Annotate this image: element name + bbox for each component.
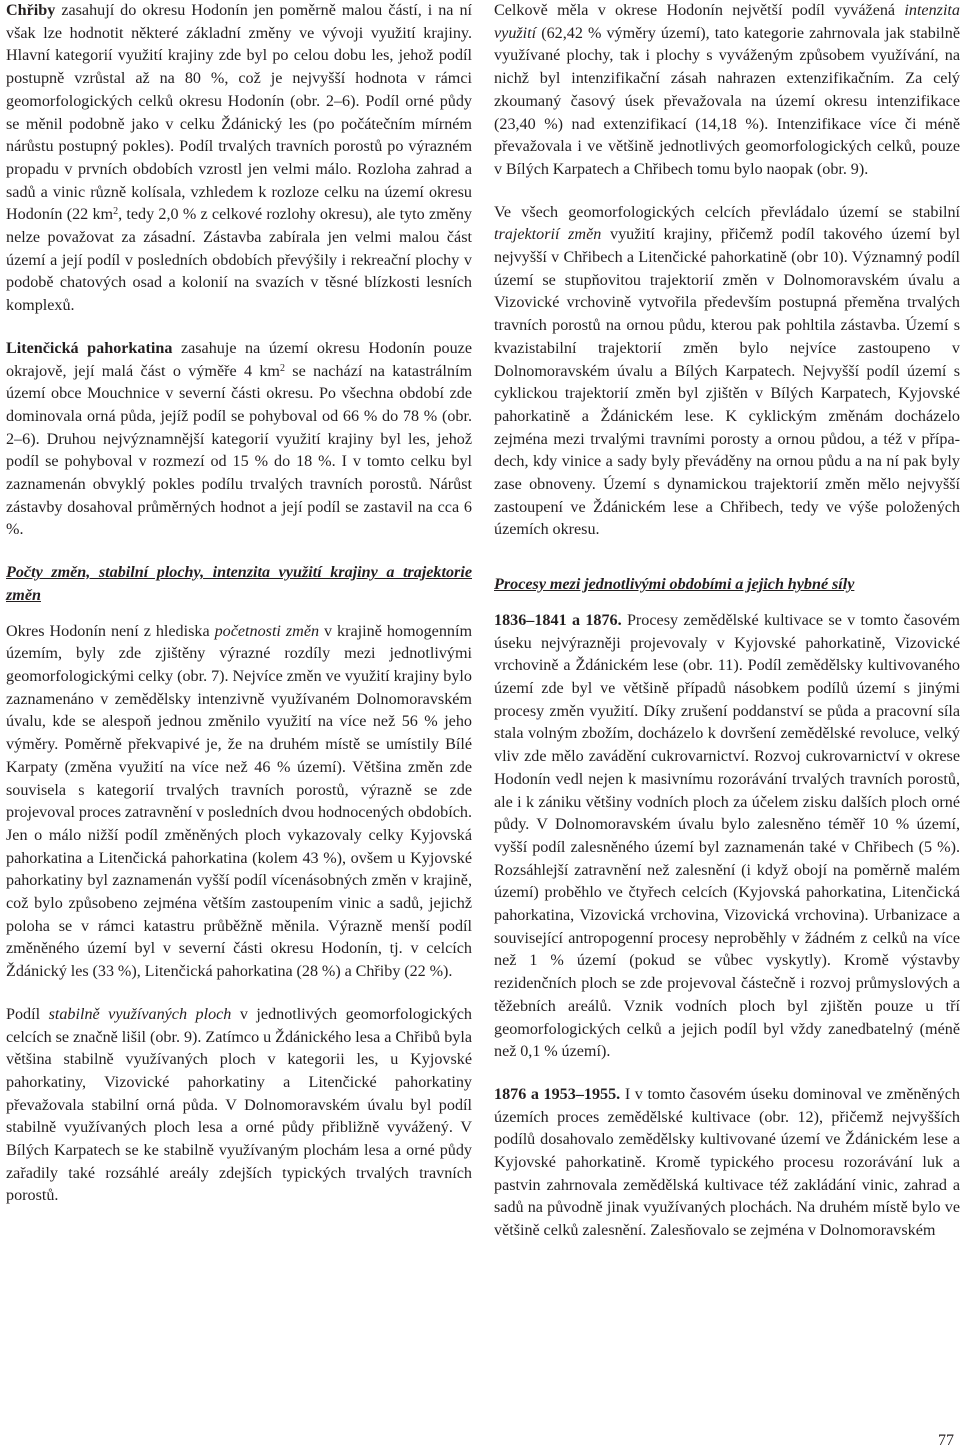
paragraph-intenzita: Celkově měla v okrese Hodonín největší podíl vyvážená intenzita využití (62,42 % výměry území), tato kategorie zahrnovala jak stabilně využívané plochy, tak i plochy s vyváženým způsobem využívání, na nichž byl intenzifikační zásah nahrazen extenzifikačním. Za celý zkoumaný časový úsek převažovala na území okresu intenzifikace (23,40 %) nad extenzifikací (14,18 %). Intenzifikace více či méně převažovala i ve většině jednotlivých geomorfologických celků, pouze v Bílých Karpatech a Chřibech tomu bylo naopak (obr. 9). bbox=[494, 2, 960, 178]
superscript: 2 bbox=[279, 362, 285, 374]
paragraph-1836-1876: 1836–1841 a 1876. Procesy zemědělské kultivace se v tomto časovém úseku nejvýrazněji projevovaly v Kyjovské pahorkatině, Vizovické vrchovině a Ždánickém lese (obr. 11). Podíl zemědělsky kultivovaného území zde byl ve většině případů násobkem podílů území s jinými procesy změn využití. Díky zrušení poddanství se půda a pracovní síla stala volným zbožím, docházelo k dovršení zemědělské revoluce, velký vliv zde mělo zavádění cukrovarnictví. Rozvoj cukrovarnictví v okrese Hodonín vedl nejen k masivnímu rozorávání trvalých travních porostů, ale i k zániku většiny vodních ploch za účelem zisku dalších ploch orné půdy. V Dolnomoravském úvalu bylo zalesněno téměř 10 % území, vyšší podíl zalesněného území byl zaznamenán také v Chřibech (5 %). Rozsáhlejší zatravnění než zalesnění (i když obojí na poměrně malém území) proběhlo ve čtyřech celcích (Kyjovská pahorkatina, Litenčická pahorkatina, Vizovická vrchovina, Vizovická vrchovina). Urbanizace a související antropogenní procesy neproběhly v žádném z celků na více než 1 % území (pokud se vůbec vyskytly). Kromě výstavby rezidenčních ploch se zde projevoval částečně i rozvoj průmyslových a těžebních areálů. Vznik vodních ploch byl zjištěn pouze u tří geomorfologických celků a jejich podíl byl vždy zanedbatelný (méně než 0,1 % území). bbox=[494, 611, 960, 1061]
paragraph-pocetnost-zmen: Okres Hodonín není z hlediska početnosti změn v krajině homogenním územím, byly zde zjištěny výrazné rozdíly mezi jednotlivými geomorfologickými celky (obr. 7). Nejvíce změn ve využití krajiny bylo zaznamenáno v zemědělsky intenzivně využívaném Dolnomoravském úvalu, kde se alespoň jednou změnilo využití na více než 56 % jeho výměry. Poměrně překvapivé je, že na druhém místě se umístily Bílé Karpaty (změna využití na více než 46 % území). Většina změn zde souvisela s kategorií trvalých travních porostů, výrazně se zde projevoval proces zatravnění v posledních dvou hodnocených obdobích. Jen o málo nižší podíl změněných ploch vykazovaly celky Kyjovská pahorkatina a Litenčická pahorkatina (kolem 43 %), ovšem u Kyjovské pahorkatiny byl zaznamenán vyšší podíl vícenásobných změn v krajině, což bylo způsobeno zejména větším zastoupením vinic a sadů, jejichž poloha se v rámci katastru průběžně měnila. Výrazně menší podíl změněného území byl v severní části okresu Hodonín, tj. v celcích Ždánický les (33 %), Litenčická pahorkatina (28 %) a Chřiby (22 %). bbox=[6, 622, 472, 981]
term-period-1: 1836–1841 a 1876. bbox=[494, 611, 622, 629]
emphasis: intenzita využití bbox=[494, 2, 960, 42]
emphasis: početnosti změn bbox=[214, 622, 320, 640]
superscript: 2 bbox=[113, 206, 119, 218]
right-column bbox=[494, 0, 960, 1243]
term-litencicka: Litenčická pahorkatina bbox=[6, 339, 173, 357]
paragraph-1876-1955: 1876 a 1953–1955. I v tomto časovém úseku dominoval ve změněných územích proces zemědělské kultivace (obr. 12), přičemž nejvyšších podílů dosahovalo zemědělsky kultivované území ve Ždánickém lese a Kyjovské pahorkatině. Kromě typického procesu rozorávání luk a pastvin zahrnovala zemědělská kultivace též zakládání vinic, zahrad a sadů na původně jinak využívaných plochách. Na druhém místě bylo ve většině celků zalesnění. Zalesňovalo se zejména v Dolnomoravském bbox=[494, 1085, 960, 1240]
emphasis: trajektorií změn bbox=[494, 226, 602, 244]
section-title-procesy: Procesy mezi jednotlivými obdobími a jejich hybné síly bbox=[494, 576, 855, 594]
paragraph-stabilni-plochy: Podíl stabilně využívaných ploch v jednotlivých geomorfologických celcích se značně lišil (obr. 9). Zatímco u Ždánického lesa a Chřibů byla většina stabilně využívaných ploch v kategorii les, u Kyjovské pahorkatiny, Vizovické pahorkatiny a Litenčické pahorkatiny převažovala stabilní orná půda. V Dolnomoravském úvalu byl podíl stabilně využívaných ploch lesa a orné půdy přibližně vyvážený. V Bílých Karpatech se ke stabilně využívaným plochám lesa a orné půdy zařadily také rozsáhlé areály zdejších typických trvalých travních porostů. bbox=[6, 1005, 472, 1205]
emphasis: stabilně využívaných ploch bbox=[48, 1005, 232, 1023]
paragraph-litencicka: Litenčická pahorkatina zasahuje na území okresu Hodonín pouze okrajově, její malá část o výměře 4 $km^2$ se nachází na katastrálním území obce Mouchnice v severní části okresu. Po všechna období zde dominovala orná půda, jejíž podíl se pohyboval od 66 % do 78 % (obr. 2–6). Druhou nejvýznamnější kategorií využití krajiny byl les, jehož podíl se pohyboval v rozmezí od 15 % do 18 %. I v tomto celku byl zaznamenán obvyklý pokles podílu trvalých travních porostů. Nárůst zástavby dosahoval průměrných hodnot a její podíl se zastavil na cca 6 %. bbox=[6, 339, 472, 539]
section-title-pocty-zmen: Počty změn, stabilní plochy, intenzita využití krajiny a trajektorie změn bbox=[6, 564, 472, 604]
term-period-2: 1876 a 1953–1955. bbox=[494, 1085, 621, 1103]
paragraph-chriby: Chřiby zasahují do okresu Hodonín jen poměrně malou částí, i na ní však lze hodnotit některé základní změny ve vývoji využití krajiny. Hlavní kategorií využití krajiny zde byl po celou dobu les, jehož podíl postupně vzrůstal až na 80 %, což je nejvyšší hodnota v rámci geomorfologických celků okresu Hodonín (obr. 2–6). Podíl orné půdy se měnil podobně jako v celku Ždánický les (po počátečním mírném nárůstu postupný pokles). Podíl trvalých travních porostů po výrazném propadu v prvních obdobích vzrostl jen velmi málo. Rozloha zahrad a sadů a vinic různě kolísala, vzhledem k rozloze celku na území okresu Hodonín (22 $km^2$, tedy 2,0 % z celkové rozlohy okresu), ale tyto změny nelze považovat za zásadní. Zástavba zabírala jen velmi malou část území a její podíl v posledních obdobích převýšily i rekreační plochy v podobě chatových osad a kolonií na svazích v těsné blízkosti lesních komplexů. bbox=[6, 2, 473, 315]
term-chriby: Chřiby bbox=[6, 2, 56, 19]
left-column bbox=[6, 0, 472, 1208]
paragraph-trajektorie: Ve všech geomorfologických celcích převládalo území se stabilní trajektorií změn využití krajiny, přičemž podíl takového území byl nejvyšší v Chřibech a Litenčické pahorkatině (obr 10). Významný podíl území se stupňovitou trajektorií změn v Dolnomoravském úvalu a Vizovické vrchovině vytvořila především postupná přeměna trvalých travních porostů na ornou půdu, kterou pak pohltila zástavba. Území s kvazistabilní trajektorií změn bylo nejvíce zastoupeno v Dolnomoravském úvalu a Bílých Karpatech. Nejvyšší podíl území s cyklickou trajektorií změn byl zjištěn v Bílých Karpatech, Kyjovské pahorkatině a Ždánickém lese. K cyklickým změnám docházelo zejména mezi trvalými travními porosty a ornou půdou, a též v případech, kdy vinice a sady byly převáděny na ornou půdu a na ní pak byly zase obnoveny. Území s dynamickou trajektorií změn mělo nejvyšší zastoupení ve Ždánickém lese a Chřibech, tedy ve výše položených územích okresu. bbox=[494, 203, 960, 539]
page-number: 77 bbox=[938, 1432, 954, 1449]
